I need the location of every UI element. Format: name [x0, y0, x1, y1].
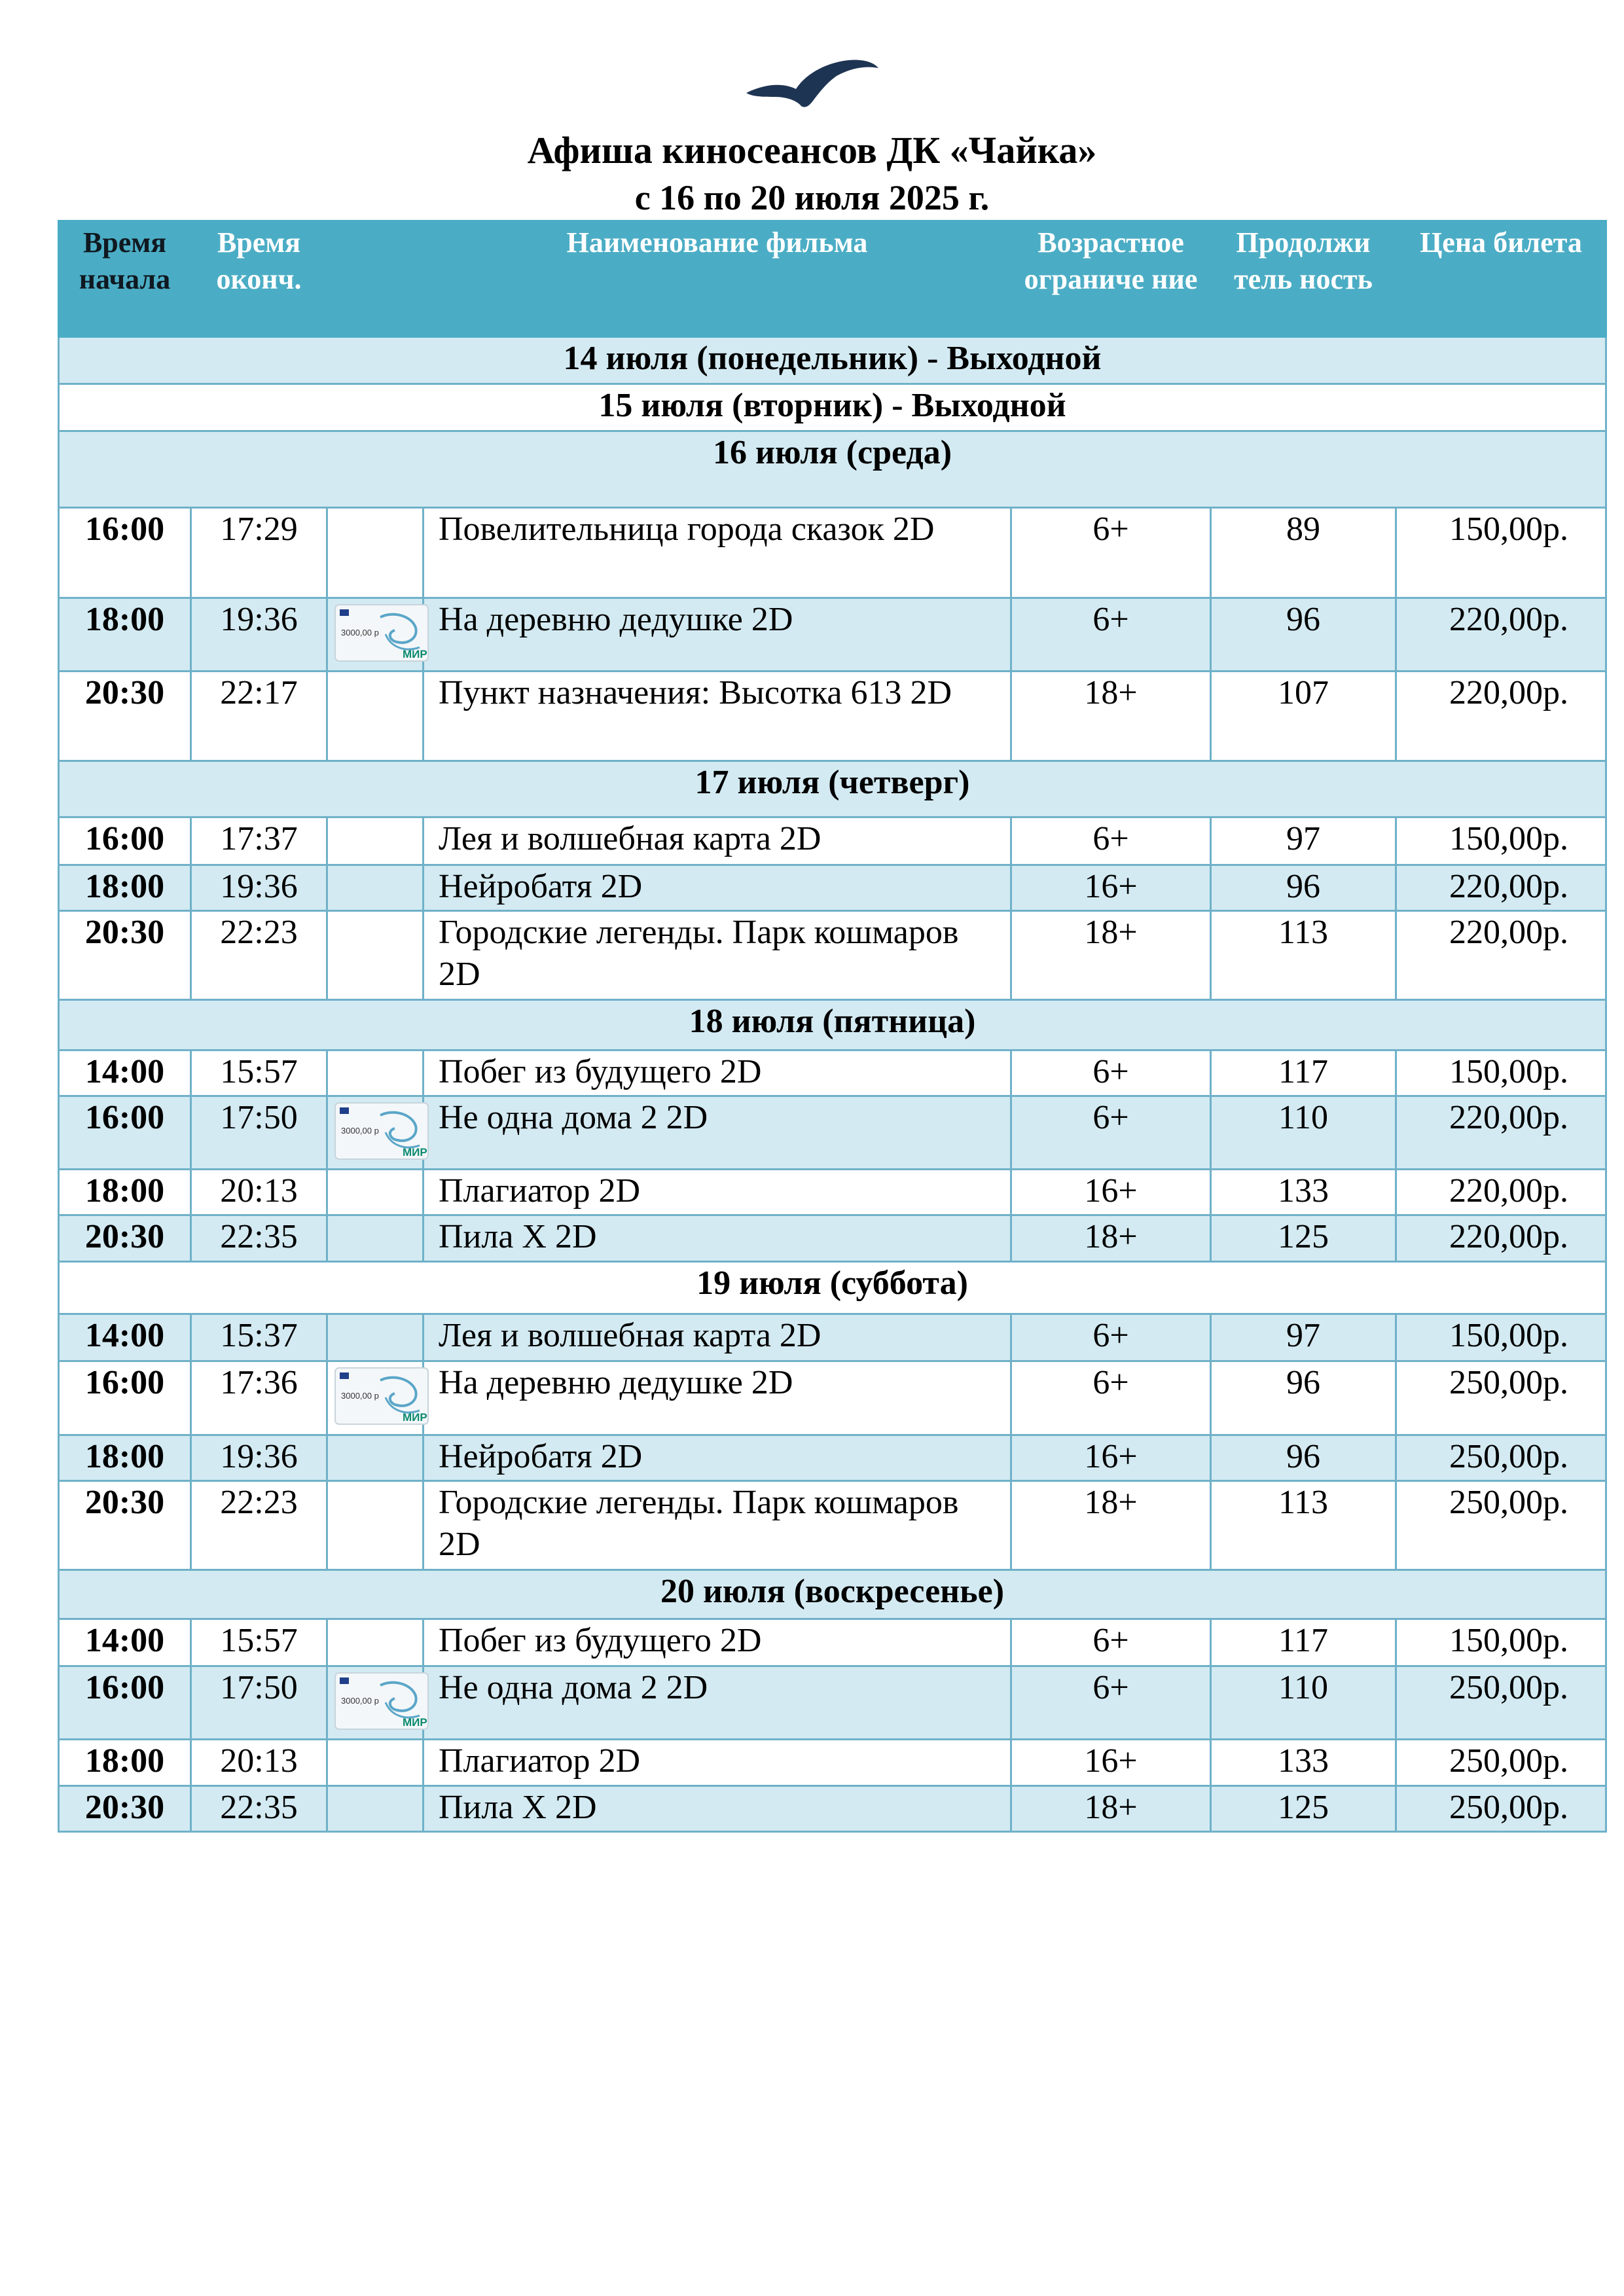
session-end: 19:36	[191, 1435, 327, 1480]
card-amount: 3000,00 р	[341, 628, 379, 638]
session-film: Нейробатя 2D	[424, 1435, 1011, 1480]
session-duration: 110	[1211, 1666, 1396, 1739]
page-subtitle: с 16 по 20 июля 2025 г.	[634, 178, 990, 217]
session-start: 14:00	[59, 1050, 191, 1096]
day-label: 16 июля (среда)	[59, 431, 1606, 507]
session-end: 20:13	[191, 1170, 327, 1215]
card-amount: 3000,00 р	[341, 1125, 379, 1136]
session-film: Побег из будущего 2D	[424, 1619, 1011, 1666]
session-price: 150,00р.	[1396, 1619, 1606, 1666]
session-age: 16+	[1011, 1170, 1211, 1215]
session-row	[59, 1050, 1606, 1096]
session-start: 20:30	[59, 1480, 191, 1570]
pushkin-card-icon	[334, 604, 429, 662]
session-start: 18:00	[59, 1435, 191, 1480]
seagull-logo	[745, 54, 880, 110]
session-film: На деревню дедушке 2D	[424, 598, 1011, 672]
column-header-name: Наименование фильма	[424, 221, 1011, 337]
day-row	[59, 431, 1606, 507]
column-header-start: Время начала	[59, 221, 191, 337]
session-age: 18+	[1011, 910, 1211, 999]
session-price: 150,00р.	[1396, 507, 1606, 598]
session-row	[59, 910, 1606, 999]
session-end: 17:50	[191, 1096, 327, 1169]
card-cell	[327, 1619, 424, 1666]
session-film: Не одна дома 2 2D	[424, 1096, 1011, 1169]
session-film: Не одна дома 2 2D	[424, 1666, 1011, 1739]
card-brand: МИР	[403, 1145, 427, 1158]
session-film: Пункт назначения: Высотка 613 2D	[424, 672, 1011, 761]
session-end: 22:23	[191, 910, 327, 999]
page-title: Афиша киносеансов ДК «Чайка»	[527, 129, 1097, 171]
card-cell	[327, 1480, 424, 1570]
session-end: 17:29	[191, 507, 327, 598]
session-end: 19:36	[191, 598, 327, 672]
day-label: 20 июля (воскресенье)	[59, 1570, 1606, 1619]
session-duration: 113	[1211, 1480, 1396, 1570]
card-cell	[327, 507, 424, 598]
column-header-age: Возрастное ограниче ние	[1011, 221, 1211, 337]
card-cell	[327, 1314, 424, 1361]
session-duration: 113	[1211, 910, 1396, 999]
session-price: 250,00р.	[1396, 1785, 1606, 1831]
session-row	[59, 1361, 1606, 1435]
session-price: 250,00р.	[1396, 1480, 1606, 1570]
card-cell	[327, 1361, 427, 1435]
session-start: 16:00	[59, 507, 191, 598]
card-cell	[327, 1785, 424, 1831]
session-end: 22:23	[191, 1480, 327, 1570]
session-duration: 125	[1211, 1215, 1396, 1261]
card-cell	[327, 598, 427, 672]
session-price: 220,00р.	[1396, 1170, 1606, 1215]
session-start: 20:30	[59, 1785, 191, 1831]
session-duration: 133	[1211, 1740, 1396, 1785]
column-header-duration: Продолжи тель ность	[1211, 221, 1396, 337]
session-price: 220,00р.	[1396, 910, 1606, 999]
session-start: 14:00	[59, 1619, 191, 1666]
session-price: 250,00р.	[1396, 1666, 1606, 1739]
session-film: На деревню дедушке 2D	[424, 1361, 1011, 1435]
session-price: 220,00р.	[1396, 598, 1606, 672]
session-age: 6+	[1011, 1096, 1211, 1169]
card-cell	[327, 1435, 424, 1480]
session-start: 16:00	[59, 1096, 191, 1169]
session-end: 22:17	[191, 672, 327, 761]
session-duration: 117	[1211, 1619, 1396, 1666]
session-duration: 133	[1211, 1170, 1396, 1215]
day-row	[59, 384, 1606, 431]
session-duration: 125	[1211, 1785, 1396, 1831]
card-brand: МИР	[403, 1411, 427, 1424]
session-film: Повелительница города сказок 2D	[424, 507, 1011, 598]
session-row	[59, 1096, 1606, 1169]
session-start: 16:00	[59, 817, 191, 865]
session-end: 22:35	[191, 1215, 327, 1261]
session-start: 16:00	[59, 1361, 191, 1435]
session-age: 6+	[1011, 1361, 1211, 1435]
session-age: 6+	[1011, 598, 1211, 672]
session-duration: 96	[1211, 1361, 1396, 1435]
day-row	[59, 336, 1606, 384]
session-start: 18:00	[59, 865, 191, 910]
session-age: 18+	[1011, 1480, 1211, 1570]
session-row	[59, 1666, 1606, 1739]
session-film: Городские легенды. Парк кошмаров 2D	[424, 1480, 1011, 1570]
session-duration: 96	[1211, 865, 1396, 910]
session-age: 6+	[1011, 1314, 1211, 1361]
session-film: Лея и волшебная карта 2D	[424, 1314, 1011, 1361]
session-end: 15:57	[191, 1619, 327, 1666]
day-label: 19 июля (суббота)	[59, 1261, 1606, 1314]
session-start: 20:30	[59, 910, 191, 999]
session-row	[59, 817, 1606, 865]
card-cell	[327, 1170, 424, 1215]
session-price: 220,00р.	[1396, 1096, 1606, 1169]
session-row	[59, 1435, 1606, 1480]
session-film: Побег из будущего 2D	[424, 1050, 1011, 1096]
session-end: 22:35	[191, 1785, 327, 1831]
day-label: 17 июля (четверг)	[59, 761, 1606, 817]
session-price: 150,00р.	[1396, 1314, 1606, 1361]
session-duration: 96	[1211, 1435, 1396, 1480]
session-duration: 117	[1211, 1050, 1396, 1096]
day-row	[59, 761, 1606, 817]
pushkin-card-icon	[334, 1367, 429, 1425]
session-end: 17:37	[191, 817, 327, 865]
session-end: 15:37	[191, 1314, 327, 1361]
session-start: 16:00	[59, 1666, 191, 1739]
day-label: 18 июля (пятница)	[59, 1000, 1606, 1050]
session-start: 14:00	[59, 1314, 191, 1361]
session-film: Городские легенды. Парк кошмаров 2D	[424, 910, 1011, 999]
day-row	[59, 1570, 1606, 1619]
session-age: 18+	[1011, 672, 1211, 761]
session-price: 250,00р.	[1396, 1361, 1606, 1435]
session-age: 6+	[1011, 817, 1211, 865]
day-label: 14 июля (понедельник) - Выходной	[59, 336, 1606, 384]
session-price: 220,00р.	[1396, 672, 1606, 761]
card-cell	[327, 910, 424, 999]
pushkin-card-icon	[334, 1102, 429, 1160]
session-row	[59, 1170, 1606, 1215]
session-end: 15:57	[191, 1050, 327, 1096]
session-start: 18:00	[59, 598, 191, 672]
session-age: 6+	[1011, 507, 1211, 598]
card-cell	[327, 1740, 424, 1785]
card-cell	[327, 1666, 427, 1739]
session-row	[59, 1480, 1606, 1570]
session-duration: 97	[1211, 1314, 1396, 1361]
session-price: 150,00р.	[1396, 817, 1606, 865]
session-row	[59, 1215, 1606, 1261]
schedule-table	[58, 220, 1607, 1833]
card-cell	[327, 1050, 424, 1096]
session-age: 16+	[1011, 1740, 1211, 1785]
session-age: 16+	[1011, 865, 1211, 910]
session-start: 18:00	[59, 1740, 191, 1785]
session-duration: 110	[1211, 1096, 1396, 1169]
card-cell	[327, 817, 424, 865]
session-age: 6+	[1011, 1666, 1211, 1739]
session-age: 16+	[1011, 1435, 1211, 1480]
session-price: 220,00р.	[1396, 865, 1606, 910]
session-row	[59, 1785, 1606, 1831]
day-label: 15 июля (вторник) - Выходной	[59, 384, 1606, 431]
session-price: 250,00р.	[1396, 1435, 1606, 1480]
pushkin-card-icon	[334, 1672, 429, 1730]
session-row	[59, 1740, 1606, 1785]
session-age: 6+	[1011, 1050, 1211, 1096]
card-cell	[327, 1096, 427, 1169]
card-amount: 3000,00 р	[341, 1695, 379, 1706]
session-price: 250,00р.	[1396, 1740, 1606, 1785]
session-price: 220,00р.	[1396, 1215, 1606, 1261]
session-age: 18+	[1011, 1215, 1211, 1261]
column-header-blank	[327, 221, 424, 337]
card-cell	[327, 1215, 424, 1261]
column-header-end: Время оконч.	[191, 221, 327, 337]
header-row	[59, 221, 1606, 337]
column-header-price: Цена билета	[1396, 221, 1606, 337]
session-film: Лея и волшебная карта 2D	[424, 817, 1011, 865]
card-amount: 3000,00 р	[341, 1391, 379, 1401]
session-start: 18:00	[59, 1170, 191, 1215]
day-row	[59, 1000, 1606, 1050]
session-film: Пила X 2D	[424, 1785, 1011, 1831]
session-end: 19:36	[191, 865, 327, 910]
session-row	[59, 672, 1606, 761]
session-film: Нейробатя 2D	[424, 865, 1011, 910]
session-age: 18+	[1011, 1785, 1211, 1831]
session-film: Пила X 2D	[424, 1215, 1011, 1261]
session-row	[59, 1314, 1606, 1361]
session-start: 20:30	[59, 672, 191, 761]
session-duration: 97	[1211, 817, 1396, 865]
session-row	[59, 1619, 1606, 1666]
session-row	[59, 507, 1606, 598]
session-row	[59, 865, 1606, 910]
session-age: 6+	[1011, 1619, 1211, 1666]
session-end: 17:36	[191, 1361, 327, 1435]
card-cell	[327, 865, 424, 910]
session-row	[59, 598, 1606, 672]
session-film: Плагиатор 2D	[424, 1170, 1011, 1215]
card-brand: МИР	[403, 648, 427, 661]
card-cell	[327, 672, 424, 761]
card-brand: МИР	[403, 1715, 427, 1729]
day-row	[59, 1261, 1606, 1314]
session-duration: 96	[1211, 598, 1396, 672]
session-film: Плагиатор 2D	[424, 1740, 1011, 1785]
session-price: 150,00р.	[1396, 1050, 1606, 1096]
session-duration: 107	[1211, 672, 1396, 761]
session-end: 17:50	[191, 1666, 327, 1739]
session-end: 20:13	[191, 1740, 327, 1785]
session-start: 20:30	[59, 1215, 191, 1261]
session-duration: 89	[1211, 507, 1396, 598]
